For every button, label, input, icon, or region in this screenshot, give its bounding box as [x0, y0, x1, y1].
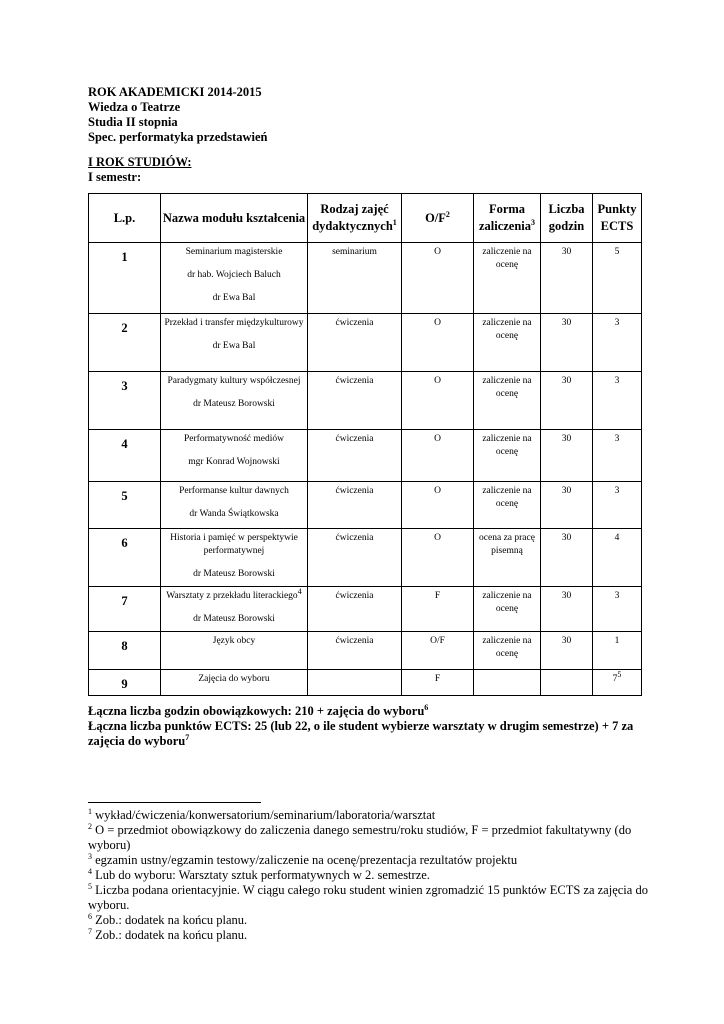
teacher-name: dr Ewa Bal: [212, 341, 256, 351]
module-name: Performatywność mediów: [184, 434, 284, 444]
assessment-form: zaliczenie na ocenę: [474, 482, 541, 529]
table-row: [89, 587, 642, 632]
module-cell: [161, 430, 308, 482]
class-type: [308, 670, 402, 696]
hours: 30: [541, 372, 593, 430]
obligatory-flag: O: [402, 372, 474, 430]
module-name: Zajęcia do wyboru: [198, 674, 270, 684]
ects-points: 1: [593, 632, 642, 670]
assessment-form: zaliczenie na ocenę: [474, 587, 541, 632]
hours: 30: [541, 430, 593, 482]
obligatory-flag: O: [402, 243, 474, 314]
obligatory-flag: O: [402, 430, 474, 482]
specialization: Spec. performatyka przedstawień: [88, 130, 268, 144]
field-of-study: Wiedza o Teatrze: [88, 100, 181, 114]
assessment-form: zaliczenie na ocenę: [474, 243, 541, 314]
header-ects: Punkty ECTS: [593, 194, 642, 243]
footnote-ref: 5: [617, 669, 622, 679]
class-type: ćwiczenia: [308, 482, 402, 529]
assessment-form: zaliczenie na ocenę: [474, 430, 541, 482]
footnote: $^1$ wykład/ćwiczenia/konwersatorium/seminarium/laboratoria/warsztat: [88, 806, 436, 822]
module-name: Performanse kultur dawnych: [179, 486, 289, 496]
module-cell: [161, 632, 308, 670]
footnote-ref: 4: [297, 586, 302, 596]
class-type: ćwiczenia: [308, 314, 402, 372]
table-row: [89, 632, 642, 670]
class-type: ćwiczenia: [308, 632, 402, 670]
row-lp: 7: [89, 587, 161, 632]
obligatory-flag: O: [402, 314, 474, 372]
study-year-title: I ROK STUDIÓW:: [88, 155, 192, 169]
teacher-name: dr Mateusz Borowski: [193, 569, 275, 579]
module-cell: [161, 670, 308, 696]
module-name: Paradygmaty kultury współczesnej: [167, 376, 301, 386]
hours: 30: [541, 587, 593, 632]
row-lp: 2: [89, 314, 161, 372]
ects-points: 3: [593, 587, 642, 632]
total-hours: Łączna liczba godzin obowiązkowych: 210 + zajęcia do wyboru$^6$: [88, 702, 429, 718]
teacher-name: mgr Konrad Wojnowski: [188, 457, 280, 467]
academic-year: ROK AKADEMICKI 2014-2015: [88, 85, 262, 99]
module-cell: [161, 587, 308, 632]
module-name: Warsztaty z przekładu literackiego: [166, 591, 298, 601]
total-ects: Łączna liczba punktów ECTS: 25 (lub 22, o ile student wybierze warsztaty w drugim semestrze) + 7 za zajęcia do wyboru$^7$: [88, 719, 634, 748]
header-module-name: Nazwa modułu kształcenia: [161, 194, 308, 243]
footnote: $^6$ Zob.: dodatek na końcu planu.: [88, 911, 248, 927]
footnote: $^7$ Zob.: dodatek na końcu planu.: [88, 926, 248, 942]
section-heading: [88, 155, 192, 185]
hours: [541, 670, 593, 696]
header-assessment-form: Forma zaliczenia$^3$: [474, 194, 541, 243]
module-cell: [161, 243, 308, 314]
assessment-form: ocena za pracę pisemną: [474, 529, 541, 587]
table-row: [89, 430, 642, 482]
obligatory-flag: F: [402, 670, 474, 696]
ects-points: 3: [593, 372, 642, 430]
class-type: ćwiczenia: [308, 587, 402, 632]
study-plan-table: [88, 193, 642, 696]
obligatory-flag: O/F: [402, 632, 474, 670]
row-lp: 1: [89, 243, 161, 314]
teacher-name: dr Ewa Bal: [212, 293, 256, 303]
footnote: $^2$ O = przedmiot obowiązkowy do zaliczenia danego semestru/roku studiów, F = przedmiot fakultatywny (do wyboru): [88, 821, 632, 852]
class-type: seminarium: [308, 243, 402, 314]
ects-points: 5: [593, 243, 642, 314]
hours: 30: [541, 482, 593, 529]
footnote: $^4$ Lub do wyboru: Warsztaty sztuk performatywnych w 2. semestrze.: [88, 866, 430, 882]
module-cell: [161, 372, 308, 430]
ects-points: 3: [593, 430, 642, 482]
footnote-ref: 7: [185, 732, 190, 742]
hours: 30: [541, 529, 593, 587]
table-row: [89, 243, 642, 314]
assessment-form: zaliczenie na ocenę: [474, 372, 541, 430]
table-row: [89, 529, 642, 587]
assessment-form: zaliczenie na ocenę: [474, 314, 541, 372]
ects-value: 7: [612, 674, 618, 684]
table-row: [89, 314, 642, 372]
hours: 30: [541, 632, 593, 670]
teacher-name: dr Mateusz Borowski: [193, 399, 275, 409]
footnote-ref: 6: [424, 702, 429, 712]
header-class-type: Rodzaj zajęć dydaktycznych$^1$: [308, 194, 402, 243]
degree-level: Studia II stopnia: [88, 115, 178, 129]
row-lp: 3: [89, 372, 161, 430]
totals: [88, 704, 648, 749]
module-cell: [161, 529, 308, 587]
teacher-name: dr Mateusz Borowski: [193, 614, 275, 624]
header-lp: L.p.: [89, 194, 161, 243]
obligatory-flag: F: [402, 587, 474, 632]
module-name-line: [161, 586, 307, 603]
teacher-name: dr Wanda Świątkowska: [189, 509, 279, 519]
class-type: ćwiczenia: [308, 430, 402, 482]
header-of: $O/F^2$: [402, 194, 474, 243]
ects-points: 4: [593, 529, 642, 587]
ects-points: [593, 670, 642, 696]
obligatory-flag: O: [402, 529, 474, 587]
assessment-form: zaliczenie na ocenę: [474, 632, 541, 670]
hours: 30: [541, 243, 593, 314]
teacher-name: dr hab. Wojciech Baluch: [187, 270, 281, 280]
row-lp: 4: [89, 430, 161, 482]
ects-points: 3: [593, 314, 642, 372]
assessment-form: [474, 670, 541, 696]
obligatory-flag: O: [402, 482, 474, 529]
class-type: ćwiczenia: [308, 372, 402, 430]
footnotes: [88, 808, 648, 943]
module-cell: [161, 314, 308, 372]
hours: 30: [541, 314, 593, 372]
ects-points: 3: [593, 482, 642, 529]
class-type: ćwiczenia: [308, 529, 402, 587]
module-cell: [161, 482, 308, 529]
footnote: $^5$ Liczba podana orientacyjnie. W ciągu całego roku student winien zgromadzić 15 punktów ECTS za zajęcia do wyboru.: [88, 881, 648, 912]
table-header-row: [89, 194, 642, 243]
footnote-divider: [88, 802, 261, 803]
table-row: [89, 372, 642, 430]
module-name: Przekład i transfer międzykulturowy: [164, 318, 304, 328]
semester-title: I semestr:: [88, 170, 142, 184]
module-name: Historia i pamięć w perspektywie performatywnej: [170, 533, 298, 556]
row-lp: 5: [89, 482, 161, 529]
module-name: Seminarium magisterskie: [185, 247, 283, 257]
footnote: $^3$ egzamin ustny/egzamin testowy/zaliczenie na ocenę/prezentacja rezultatów projektu: [88, 851, 518, 867]
table-row: [89, 482, 642, 529]
header-hours: Liczba godzin: [541, 194, 593, 243]
row-lp: 8: [89, 632, 161, 670]
table-row: [89, 670, 642, 696]
document-header: [88, 85, 268, 145]
module-name: Język obcy: [212, 636, 256, 646]
row-lp: 9: [89, 670, 161, 696]
row-lp: 6: [89, 529, 161, 587]
